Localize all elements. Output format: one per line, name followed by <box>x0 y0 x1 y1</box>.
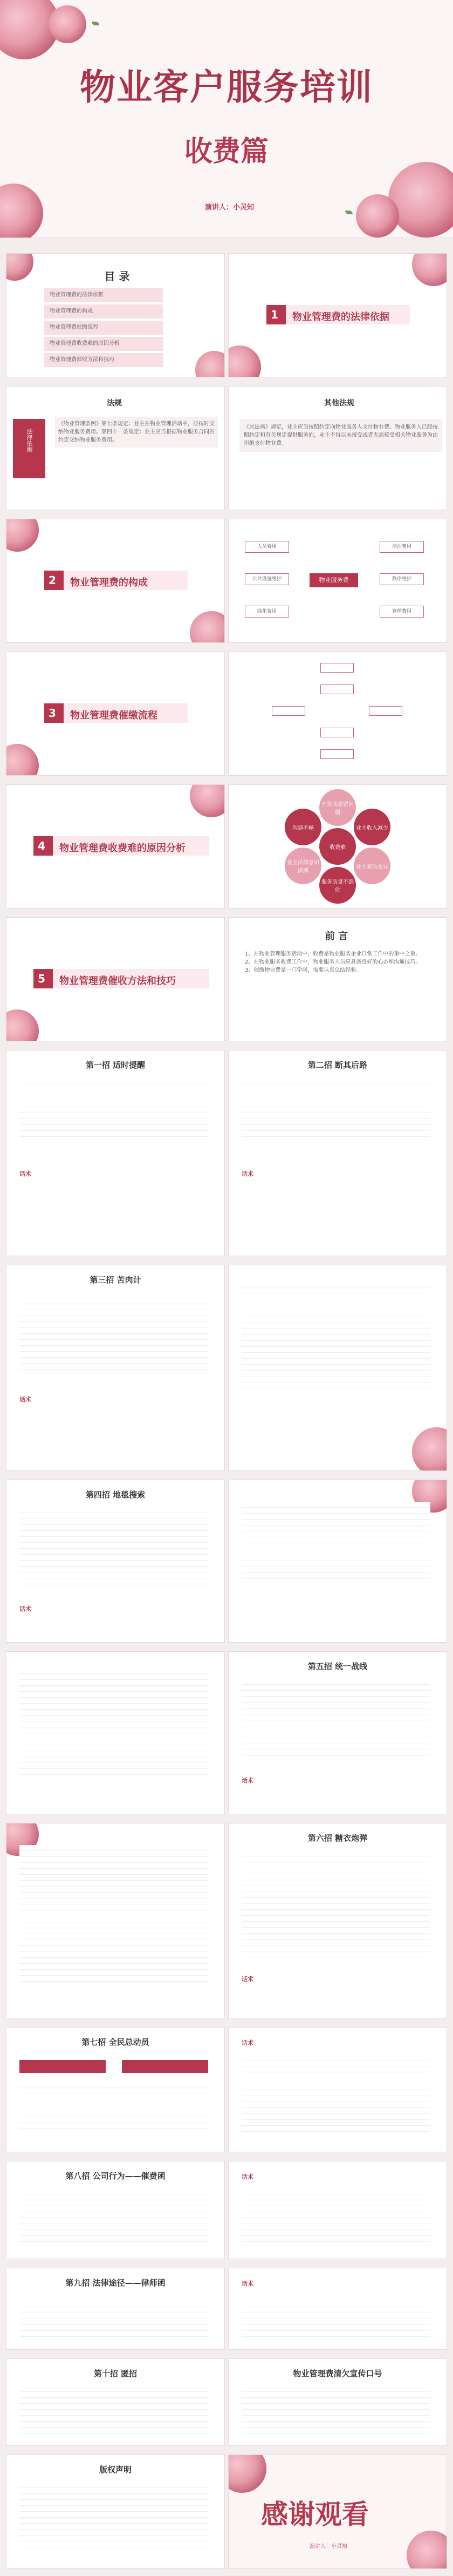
flow-slide <box>229 652 447 775</box>
section-slide <box>6 652 224 775</box>
section-banner <box>33 836 209 856</box>
flow-step <box>320 749 354 759</box>
trick-slide <box>229 1480 447 1642</box>
rose-decoration <box>49 5 86 43</box>
trick-slide <box>229 2268 447 2349</box>
flow-step <box>272 706 305 716</box>
trick-title: 第三招 苦肉计 <box>90 1275 141 1285</box>
preface-heading: 前 言 <box>325 931 348 942</box>
trick-lines <box>242 1282 430 1389</box>
trick-tip: 话术 <box>242 2039 253 2046</box>
reasons-slide <box>229 785 447 908</box>
cover-title: 物业客户服务培训 <box>80 66 373 108</box>
trick-title: 第一招 适时提醒 <box>85 1060 146 1070</box>
preface-text: 1、在物业管理服务活动中，收费是物业服务企业日常工作中的重中之重。2、在物业服务收费工作中，物业服务人员应具备良好的心态和沟通技巧。3、催缴物业费是一门学问，需要认真总结经验。 <box>245 951 421 973</box>
trick-title: 第五招 统一战线 <box>307 1662 368 1671</box>
trick-slide <box>229 1265 447 1470</box>
section-number: 5 <box>38 972 45 985</box>
trick-title: 第四招 地毯搜索 <box>85 1490 146 1500</box>
trick-slide <box>6 2028 224 2152</box>
rose-decoration <box>412 1427 447 1470</box>
trick-tip: 话术 <box>242 2280 253 2287</box>
other-law-text: 《民法典》规定，业主应当按照约定向物业服务人支付物业费。物业服务人已经按照约定和有关规定提供服务的，业主不得以未接受或者无需接受相关物业服务为由拒绝支付物业费。 <box>239 419 442 452</box>
trick-lines <box>242 2055 430 2136</box>
trick-slide <box>6 1823 224 2018</box>
law-text: 《物业管理条例》第七条规定：业主在物业管理活动中，应按时交纳物业服务费用。第四十一条规定：业主应当根据物业服务合同的约定交纳物业服务费用。 <box>55 417 218 448</box>
law-slide <box>229 387 447 510</box>
toc-item[interactable]: 物业管理费催缴流程 <box>44 321 163 335</box>
trick-lines <box>19 1292 208 1373</box>
trick-tip: 话术 <box>19 1170 31 1177</box>
section-label: 物业管理费的法律依据 <box>292 311 389 323</box>
rose-decoration <box>407 2531 447 2568</box>
slogan-heading: 物业管理费清欠宣传口号 <box>293 2369 382 2378</box>
trick-slide <box>6 1652 224 1814</box>
trick-title: 第九招 法律途径——律师函 <box>65 2278 166 2288</box>
trick-lines <box>242 1850 430 1958</box>
trick-slide <box>6 2359 224 2445</box>
structure-part: 公共设施维护 <box>245 573 289 585</box>
rose-decoration <box>6 744 39 775</box>
copyright-heading: 版权声明 <box>99 2465 132 2475</box>
trick-lines <box>242 1502 430 1583</box>
flow-step <box>369 706 402 716</box>
flow-step <box>320 663 354 673</box>
reason-node: 业主法律意识淡薄 <box>285 848 321 884</box>
section-label: 物业管理费的构成 <box>70 577 148 588</box>
trick-lines <box>19 1845 208 1985</box>
rose-decoration <box>0 184 43 238</box>
reason-node: 开发商遗留问题 <box>319 789 356 826</box>
reason-center: 收费难 <box>319 828 356 865</box>
leaf-decoration <box>92 22 99 25</box>
trick-tip: 话术 <box>19 1605 31 1612</box>
trick-lines <box>19 1668 208 1776</box>
rose-decoration <box>229 2455 266 2493</box>
trick-tip: 话术 <box>242 2173 253 2180</box>
other-law-heading: 其他法规 <box>324 399 354 408</box>
section-slide <box>6 918 224 1041</box>
trick-lines <box>19 2295 208 2338</box>
preface-slide <box>229 918 447 1041</box>
trick-lines <box>19 2188 208 2242</box>
law-slide <box>6 387 224 510</box>
trick-lines <box>19 1507 208 1588</box>
section-label: 物业管理费收费难的原因分析 <box>59 843 186 854</box>
trick-tip: 话术 <box>242 1170 253 1177</box>
section-banner <box>44 703 188 723</box>
trick-tip: 话术 <box>19 1396 31 1403</box>
section-number: 1 <box>271 308 278 321</box>
reason-node: 沟通不畅 <box>285 809 321 845</box>
trick-slide <box>229 1050 447 1256</box>
reason-node: 服务质量不到位 <box>319 867 356 904</box>
trick-slide <box>229 2161 447 2259</box>
section-slide <box>229 254 447 377</box>
flow-step <box>320 684 354 694</box>
cover-slide <box>0 0 453 238</box>
rose-decoration <box>6 254 33 281</box>
trick-slide <box>229 1823 447 2018</box>
trick-title: 第二招 断其后路 <box>307 1060 368 1070</box>
structure-part: 清洁费用 <box>380 541 424 553</box>
rose-decoration <box>356 194 399 238</box>
law-heading: 法规 <box>107 399 122 408</box>
law-tag <box>13 419 45 478</box>
structure-part: 人员费用 <box>245 541 289 553</box>
structure-part: 秩序维护 <box>380 573 424 585</box>
trick-slide <box>6 1265 224 1470</box>
rose-decoration <box>6 519 39 552</box>
toc-item[interactable]: 物业管理费收费难的原因分析 <box>44 337 163 351</box>
trick-lines <box>242 1077 430 1142</box>
section-banner <box>44 571 188 590</box>
ending-text: 感谢观看 <box>261 2498 369 2530</box>
section-number: 2 <box>49 574 56 587</box>
trick-slide <box>6 2161 224 2259</box>
trick-slide <box>229 2028 447 2152</box>
toc-item[interactable]: 物业管理费的构成 <box>44 304 163 318</box>
trick-slide <box>6 1480 224 1642</box>
rose-decoration <box>412 254 447 286</box>
trick-slide <box>229 1652 447 1814</box>
trick-bar <box>122 2060 208 2073</box>
rose-decoration <box>229 345 261 377</box>
leaf-decoration <box>345 211 353 214</box>
trick-lines <box>242 2188 430 2242</box>
trick-title: 第七招 全民总动员 <box>81 2037 149 2047</box>
cover-subtitle: 收费篇 <box>184 135 269 168</box>
reason-node: 业主收入减少 <box>354 809 390 845</box>
slogan-slide <box>229 2359 447 2445</box>
trick-tip: 话术 <box>242 1976 253 1983</box>
trick-title: 第十招 匿招 <box>93 2369 138 2378</box>
flow-step <box>320 728 354 737</box>
ending-slide <box>229 2455 447 2568</box>
structure-part: 绿化费用 <box>245 606 289 618</box>
trick-slide <box>6 1050 224 1256</box>
trick-title: 第八招 公司行为——催费函 <box>65 2171 166 2181</box>
cover-speaker: 演讲人：小灵知 <box>205 204 255 212</box>
toc-heading: 目 录 <box>104 270 130 283</box>
section-number: 3 <box>49 707 56 720</box>
trick-tip: 话术 <box>242 1777 253 1784</box>
reason-node: 业主素质差异 <box>354 848 390 884</box>
trick-bar <box>19 2060 106 2073</box>
structure-part: 管理费用 <box>380 606 424 618</box>
rose-decoration <box>190 611 224 642</box>
structure-center: 物业服务费 <box>310 573 358 587</box>
structure-slide <box>229 519 447 642</box>
trick-lines <box>242 2295 430 2338</box>
copyright-lines <box>19 2482 208 2552</box>
slogan-lines <box>242 2386 430 2435</box>
trick-slide <box>6 2268 224 2349</box>
rose-decoration <box>190 785 224 817</box>
trick-lines <box>19 1077 208 1142</box>
section-slide <box>6 785 224 908</box>
section-banner <box>266 305 410 324</box>
law-tag-text: 法律依据 <box>26 429 33 452</box>
rose-decoration <box>388 162 453 238</box>
copyright-slide <box>6 2455 224 2568</box>
toc-item[interactable]: 物业管理费催收方法和技巧 <box>44 353 163 367</box>
trick-lines <box>19 2386 208 2435</box>
section-slide <box>6 519 224 642</box>
ending-speaker: 演讲人：小灵知 <box>310 2544 347 2550</box>
trick-lines <box>19 2082 208 2130</box>
rose-decoration <box>195 351 224 377</box>
toc-slide <box>6 254 224 377</box>
trick-lines <box>242 1679 430 1760</box>
rose-decoration <box>6 1009 39 1041</box>
section-label: 物业管理费催缴流程 <box>70 710 157 721</box>
section-banner <box>33 969 209 988</box>
section-number: 4 <box>38 839 45 852</box>
section-label: 物业管理费催收方法和技巧 <box>59 975 176 987</box>
trick-title: 第六招 糖衣炮弹 <box>307 1833 368 1843</box>
toc-item[interactable]: 物业管理费的法律依据 <box>44 288 163 302</box>
